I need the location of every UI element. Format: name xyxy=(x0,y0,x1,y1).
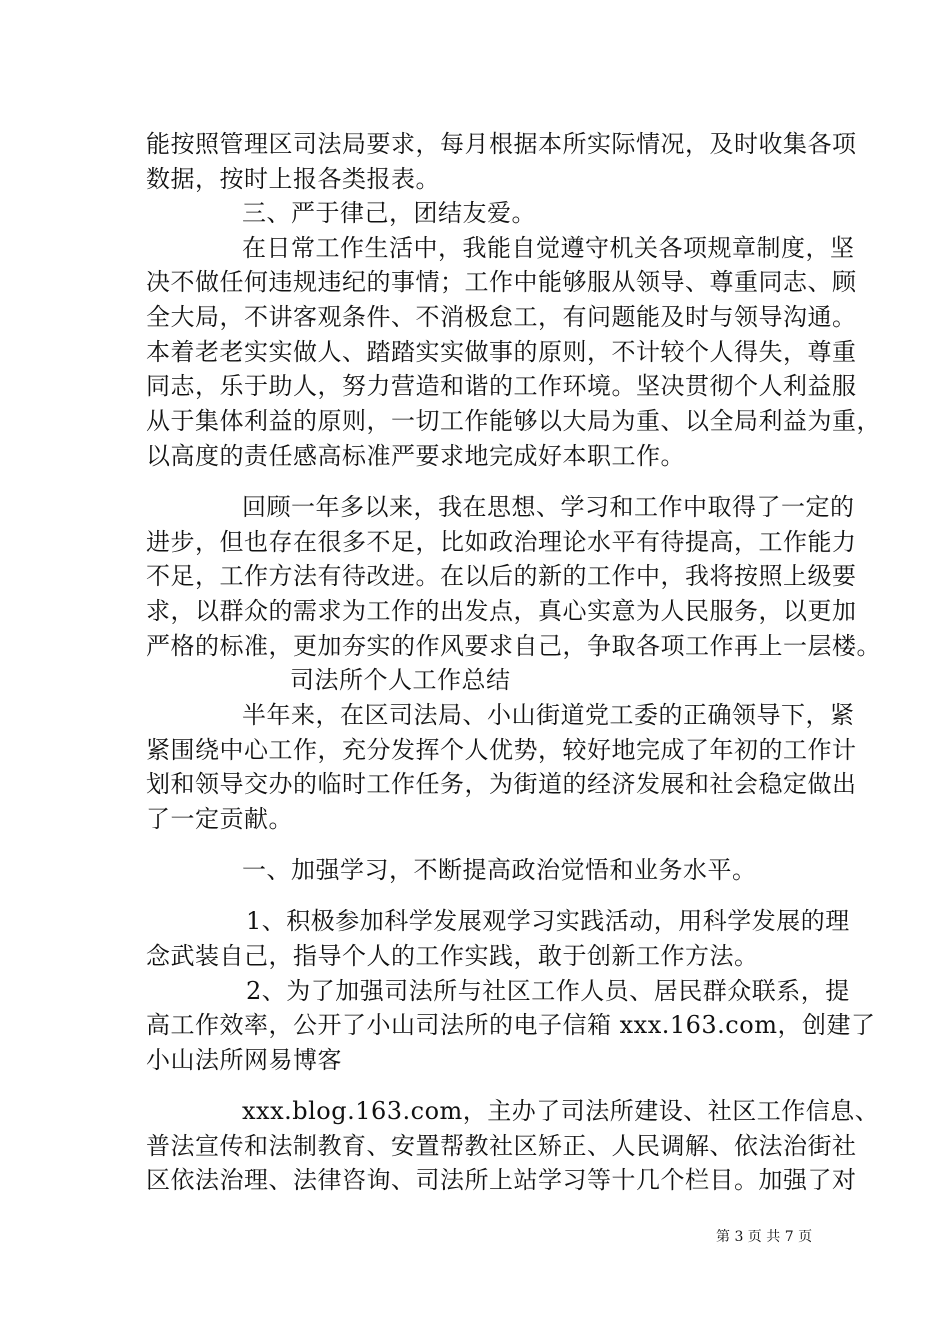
text-line: 从于集体利益的原则，一切工作能够以大局为重、以全局利益为重， xyxy=(146,407,881,435)
text-line: xxx.blog.163.com，主办了司法所建设、社区工作信息、 xyxy=(242,1097,880,1125)
text-line: 全大局，不讲客观条件、不消极怠工，有问题能及时与领导沟通。 xyxy=(146,303,857,331)
text-line: 普法宣传和法制教育、安置帮教社区矫正、人民调解、依法治街社 xyxy=(146,1132,857,1160)
text-line: 不足，工作方法有待改进。在以后的新的工作中，我将按照上级要 xyxy=(146,562,857,590)
text-line: 进步，但也存在很多不足，比如政治理论水平有待提高，工作能力 xyxy=(146,528,857,556)
text-line: 划和领导交办的临时工作任务，为街道的经济发展和社会稳定做出 xyxy=(146,770,857,798)
text-line: 在日常工作生活中，我能自觉遵守机关各项规章制度，坚 xyxy=(242,234,855,262)
page-number-footer: 第 3 页 共 7 页 xyxy=(716,1229,813,1245)
text-line: 区依法治理、法律咨询、司法所上站学习等十几个栏目。加强了对 xyxy=(146,1166,857,1194)
text-line: 求，以群众的需求为工作的出发点，真心实意为人民服务，以更加 xyxy=(146,597,857,625)
text-line: 2、为了加强司法所与社区工作人员、居民群众联系，提 xyxy=(246,977,850,1005)
text-line: 数据，按时上报各类报表。 xyxy=(146,165,440,193)
text-line: 严格的标准，更加夯实的作风要求自己，争取各项工作再上一层楼。 xyxy=(146,632,881,660)
section-heading: 一、加强学习，不断提高政治觉悟和业务水平。 xyxy=(242,856,757,884)
text-line: 1、积极参加科学发展观学习实践活动，用科学发展的理 xyxy=(246,907,850,935)
text-line: 本着老老实实做人、踏踏实实做事的原则，不计较个人得失，尊重 xyxy=(146,338,857,366)
text-line: 同志，乐于助人，努力营造和谐的工作环境。坚决贯彻个人利益服 xyxy=(146,372,857,400)
text-line: 高工作效率，公开了小山司法所的电子信箱 xxx.163.com，创建了 xyxy=(146,1011,876,1039)
section-heading: 三、严于律己，团结友爱。 xyxy=(242,199,536,227)
text-line: 以高度的责任感高标准严要求地完成好本职工作。 xyxy=(146,442,685,470)
document-subtitle: 司法所个人工作总结 xyxy=(290,666,511,694)
text-line: 决不做任何违规违纪的事情；工作中能够服从领导、尊重同志、顾 xyxy=(146,268,857,296)
text-line: 回顾一年多以来，我在思想、学习和工作中取得了一定的 xyxy=(242,493,855,521)
text-line: 紧围绕中心工作，充分发挥个人优势，较好地完成了年初的工作计 xyxy=(146,736,857,764)
text-line: 念武装自己，指导个人的工作实践，敢于创新工作方法。 xyxy=(146,942,759,970)
text-line: 半年来，在区司法局、小山街道党工委的正确领导下，紧 xyxy=(242,701,855,729)
text-line: 小山法所网易博客 xyxy=(146,1046,342,1074)
text-line: 能按照管理区司法局要求，每月根据本所实际情况，及时收集各项 xyxy=(146,130,857,158)
text-line: 了一定贡献。 xyxy=(146,805,293,833)
